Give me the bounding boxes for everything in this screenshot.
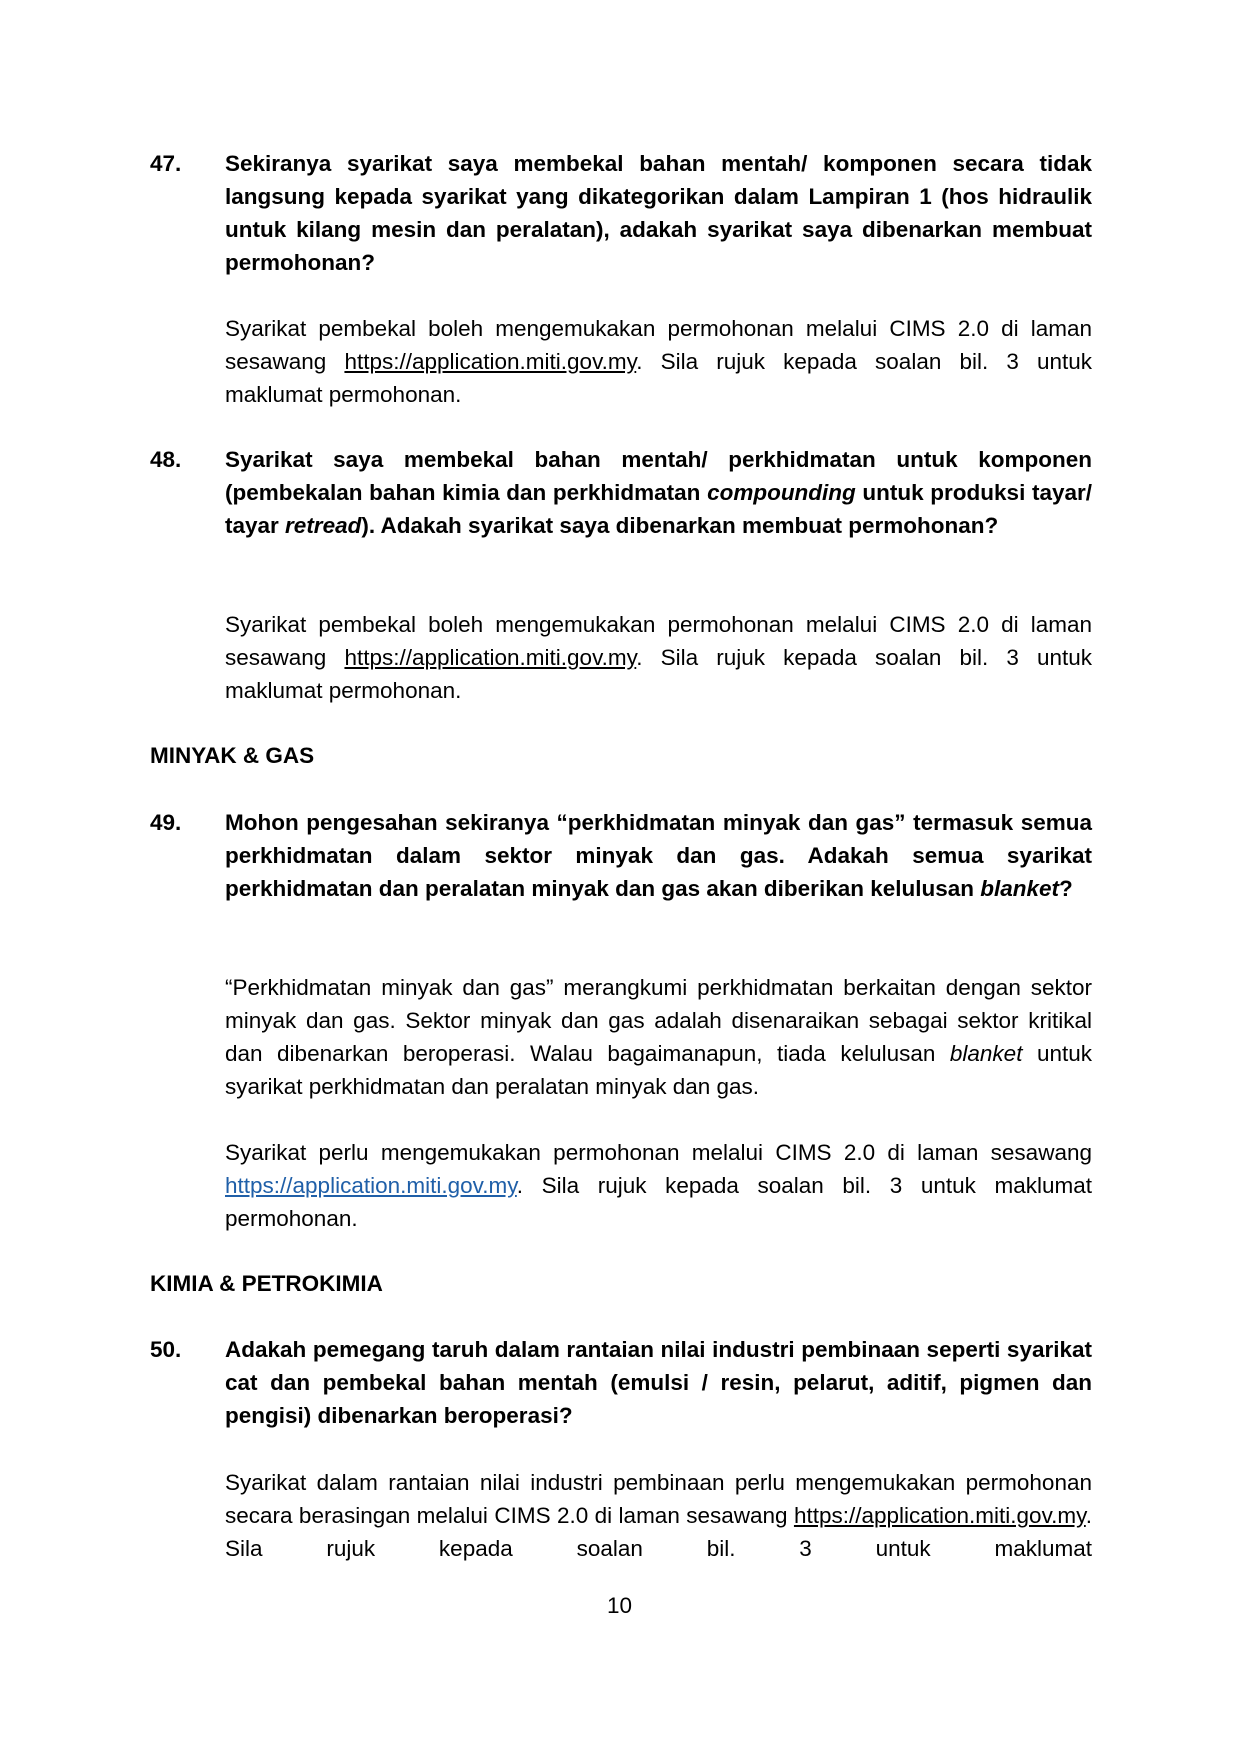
question-text-italic: compounding [707,480,856,505]
page-number: 10 [606,1593,633,1618]
miti-application-link[interactable]: https://application.miti.gov.my [344,349,637,374]
answer-text: . Sila rujuk kepada soalan bil. 3 untuk maklumat permohonan. [225,1173,1092,1231]
question-49 [150,806,1092,905]
question-text-part: ). Adakah syarikat saya dibenarkan membuat permohonan? [361,513,999,538]
question-number: 48. [150,447,182,472]
answer-text-italic: blanket [949,1041,1023,1066]
question-text: Sekiranya syarikat saya membekal bahan mentah/ komponen secara tidak langsung kepada syarikat yang dikategorikan dalam Lampiran 1 (hos hidraulik untuk kilang mesin dan peralatan), adakah syarikat saya dibenarkan membuat permohonan? [225,151,1092,275]
question-text-italic: blanket [980,876,1060,901]
question-48 [150,443,1092,542]
question-text-italic: retread [285,513,362,538]
answer-text: Syarikat dalam rantaian nilai industri pembinaan perlu mengemukakan permohonan secara berasingan melalui CIMS 2.0 di laman sesawang [225,1470,1092,1528]
section-heading-kimia-petrokimia: KIMIA & PETROKIMIA [150,1271,383,1296]
answer-text: . Sila rujuk kepada soalan bil. 3 untuk maklumat permohonan. [225,349,1092,407]
question-text [225,806,1092,905]
question-47 [150,147,1092,279]
answer-text: “Perkhidmatan minyak dan gas” merangkumi perkhidmatan berkaitan dengan sektor minyak dan gas. Sektor minyak dan gas adalah disenaraikan sebagai sektor kritikal dan dibenarkan beroperasi. Walau bagaimanapun, tiada kelulusan [225,975,1092,1066]
answer-49-paragraph-1 [225,971,1092,1103]
question-text-part: Syarikat saya membekal bahan mentah/ perkhidmatan untuk komponen (pembekalan bahan kimia dan perkhidmatan [225,447,1092,505]
miti-application-link[interactable]: https://application.miti.gov.my [344,645,637,670]
section-heading-minyak-gas: MINYAK & GAS [150,743,315,768]
answer-text: Syarikat perlu mengemukakan permohonan melalui CIMS 2.0 di laman sesawang [225,1140,1092,1165]
answer-text: Syarikat pembekal boleh mengemukakan permohonan melalui CIMS 2.0 di laman sesawang [225,316,1092,374]
miti-application-link[interactable]: https://application.miti.gov.my [793,1503,1086,1528]
question-50 [150,1333,1092,1432]
question-text: Adakah pemegang taruh dalam rantaian nilai industri pembinaan seperti syarikat cat dan pembekal bahan mentah (emulsi / resin, pelarut, aditif, pigmen dan pengisi) dibenarkan beroperasi? [225,1337,1092,1428]
question-number: 47. [150,151,182,176]
answer-text: Syarikat pembekal boleh mengemukakan permohonan melalui CIMS 2.0 di laman sesawang [225,612,1092,670]
question-number: 50. [150,1337,182,1362]
answer-49-paragraph-2 [225,1136,1092,1235]
question-text-part: ? [1059,876,1073,901]
question-text-part: untuk produksi tayar/ tayar [225,480,1092,538]
question-number: 49. [150,810,182,835]
answer-48 [225,608,1092,707]
answer-text: . Sila rujuk kepada soalan bil. 3 untuk maklumat [225,1503,1092,1561]
answer-text: untuk syarikat perkhidmatan dan peralatan minyak dan gas. [225,1041,1092,1099]
question-text [225,443,1092,542]
question-text-part: Mohon pengesahan sekiranya “perkhidmatan minyak dan gas” termasuk semua perkhidmatan dalam sektor minyak dan gas. Adakah semua syarikat perkhidmatan dan peralatan minyak dan gas akan diberikan kelulusan [225,810,1092,901]
answer-text: . Sila rujuk kepada soalan bil. 3 untuk maklumat permohonan. [225,645,1092,703]
answer-50 [225,1466,1092,1565]
miti-application-link[interactable]: https://application.miti.gov.my [225,1173,517,1198]
answer-47 [225,312,1092,411]
